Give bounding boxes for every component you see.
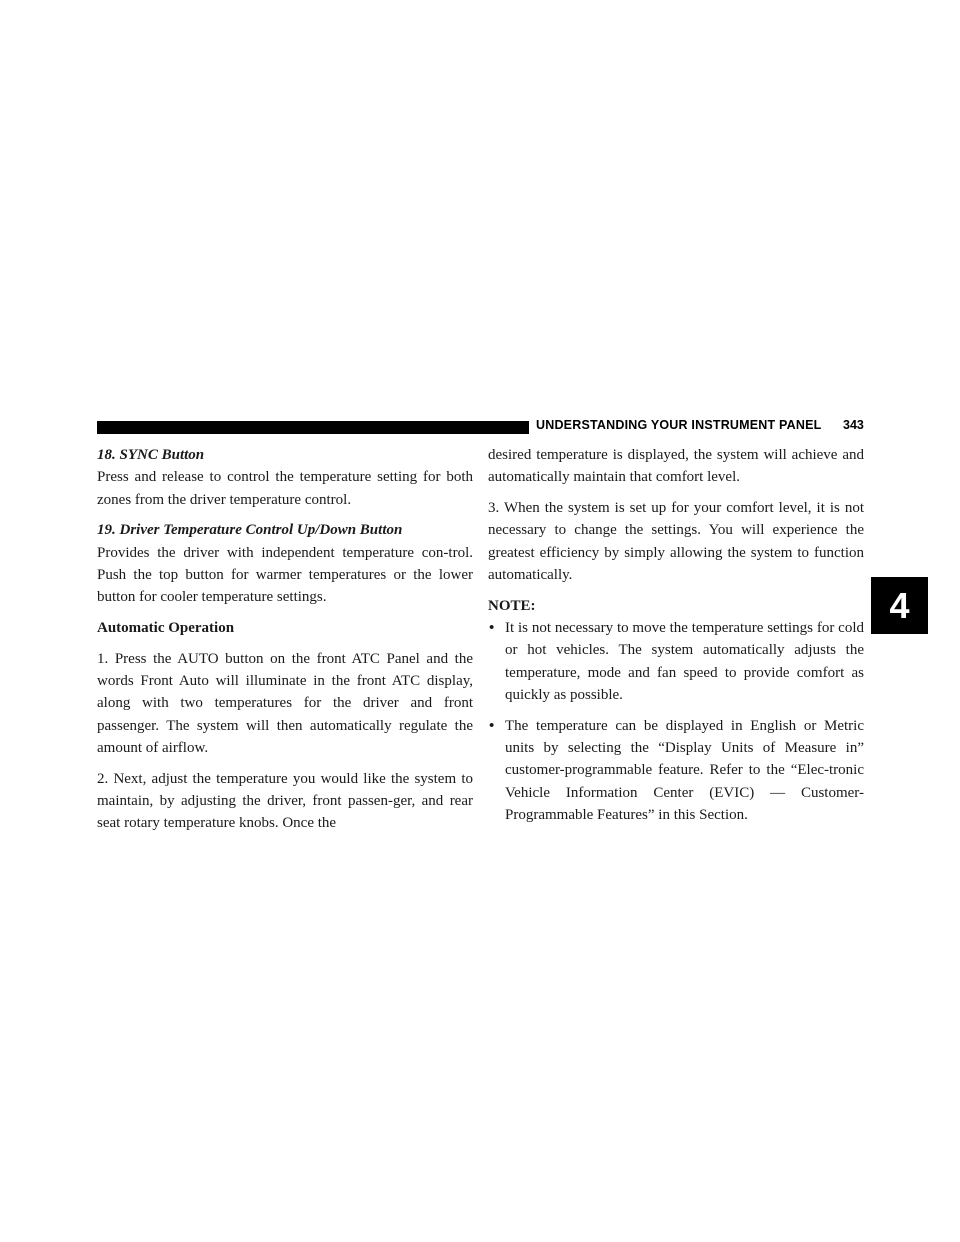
header-rule [97,421,529,434]
note-label: NOTE: [488,597,536,614]
step-3-text: 3. When the system is set up for your comfort level, it is not necessary to change the settings. You will experience the greatest efficiency by simply allowing the system to function automatically. [488,500,864,583]
note-bullet [488,617,864,706]
step-2-text: 2. Next, adjust the temperature you would like the system to maintain, by adjusting the driver, front passen-ger, and rear seat rotary temperature knobs. Once the [97,770,473,832]
sync-button-heading: 18. SYNC Button [97,447,205,463]
bullet-icon: • [489,620,495,637]
step-1-text: 1. Press the AUTO button on the front ATC Panel and the words Front Auto will illuminate in the front ATC display, along with two temperatures for the driver and front passenger. The system will then automatically regulate the amount of airflow. [97,650,473,757]
note-bullet-text: The temperature can be displayed in English or Metric units by selecting the “Display Units of Measure in” customer-programmable feature. Refer to the “Elec-tronic Vehicle Information Center (EVIC) — Customer-Programmable Features” in this Section. [505,717,864,823]
driver-temp-heading: 19. Driver Temperature Control Up/Down Button [97,522,403,539]
step-2-continued: desired temperature is displayed, the system will achieve and automatically maintain that comfort level. [488,447,864,486]
note-bullet-text: It is not necessary to move the temperature settings for cold or hot vehicles. The system automatically adjusts the temperature, mode and fan speed to provide comfort as quickly as possible. [505,620,864,703]
automatic-operation-heading: Automatic Operation [97,620,235,637]
note-bullet [488,715,864,826]
driver-temp-text: Provides the driver with independent temperature con-trol. Push the top button for warmer temperatures or the lower button for cooler temperature settings. [97,544,473,606]
right-column [488,444,864,826]
chapter-tab: 4 [871,577,928,634]
bullet-icon: • [489,717,495,734]
section-title: UNDERSTANDING YOUR INSTRUMENT PANEL [536,418,822,432]
left-column [97,444,473,835]
page-number: 343 [843,418,864,432]
sync-button-text: Press and release to control the temperature setting for both zones from the driver temperature control. [97,469,473,508]
